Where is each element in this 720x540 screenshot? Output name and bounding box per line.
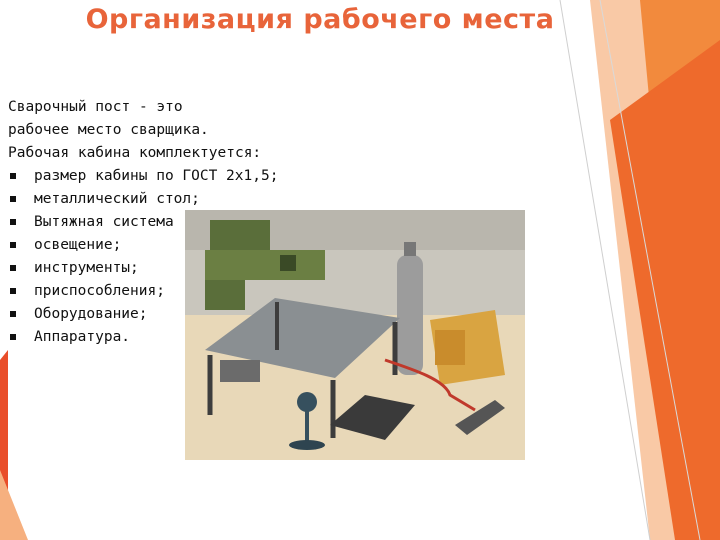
list-item bbox=[8, 234, 308, 257]
list-item-text: Аппаратура. bbox=[34, 329, 131, 345]
cylinder-valve bbox=[404, 242, 416, 256]
list-item-text: размер кабины по ГОСТ 2х1,5; bbox=[34, 168, 279, 184]
bullet-icon bbox=[10, 311, 16, 317]
gas-cylinder bbox=[397, 255, 423, 375]
stool-seat bbox=[297, 392, 317, 412]
list-item-text: Оборудование; bbox=[34, 306, 148, 322]
bullet-icon bbox=[10, 265, 16, 271]
list-item bbox=[8, 211, 308, 234]
bullet-icon bbox=[10, 219, 16, 225]
list-item bbox=[8, 165, 308, 188]
list-item-text: инструменты; bbox=[34, 260, 139, 276]
welding-panel bbox=[435, 330, 465, 365]
list-item bbox=[8, 280, 308, 303]
intro-line-2: рабочее место сварщика. bbox=[8, 122, 209, 138]
list-item bbox=[8, 188, 308, 211]
slide-title: Организация рабочего места bbox=[85, 4, 555, 35]
list-item bbox=[8, 326, 308, 349]
bullet-icon bbox=[10, 242, 16, 248]
bullet-icon bbox=[10, 173, 16, 179]
bullet-icon bbox=[10, 334, 16, 340]
intro-line-3: Рабочая кабина комплектуется: bbox=[8, 145, 262, 161]
list-item-text: Вытяжная система bbox=[34, 214, 174, 230]
stool-base bbox=[289, 440, 325, 450]
list-item-text: приспособления; bbox=[34, 283, 165, 299]
slide-body bbox=[8, 96, 308, 349]
list-item bbox=[8, 303, 308, 326]
left-orange-corner bbox=[0, 470, 28, 540]
list-item bbox=[8, 257, 308, 280]
intro-line-1: Сварочный пост - это bbox=[8, 99, 183, 115]
bullet-icon bbox=[10, 288, 16, 294]
bullet-icon bbox=[10, 196, 16, 202]
list-item-text: металлический стол; bbox=[34, 191, 200, 207]
bullet-list bbox=[8, 165, 308, 349]
list-item-text: освещение; bbox=[34, 237, 122, 253]
table-drawer bbox=[220, 360, 260, 382]
